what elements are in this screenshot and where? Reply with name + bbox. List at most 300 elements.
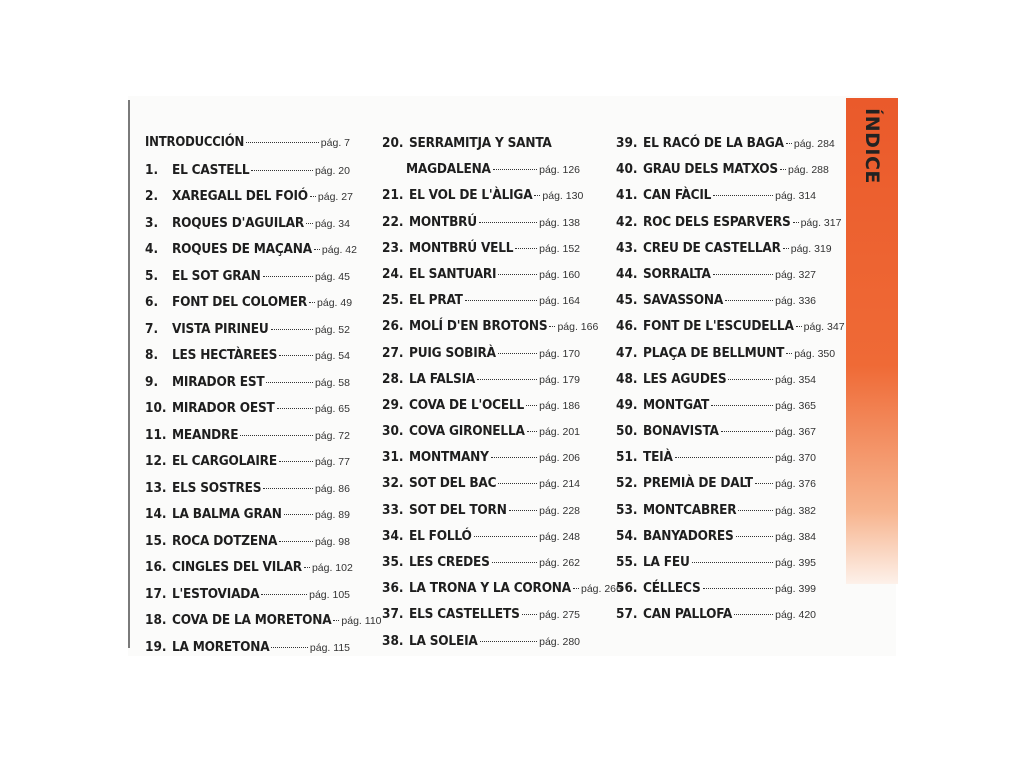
dot-leader (477, 379, 537, 380)
dot-leader (304, 567, 310, 568)
dot-leader (515, 248, 537, 249)
entry-name: MOLÍ D'EN BROTONS (409, 318, 548, 335)
index-entry-wrapped-continuation (382, 161, 580, 187)
dot-leader (526, 405, 537, 406)
entry-name: ELS CASTELLETS (409, 606, 520, 623)
index-entry (616, 606, 816, 632)
entry-page: pág. 102 (311, 562, 353, 574)
entry-number: 11. (145, 426, 167, 443)
dot-leader (498, 274, 537, 275)
entry-number: 39. (616, 135, 638, 151)
dot-leader (279, 541, 313, 542)
index-entry (145, 347, 350, 374)
index-entry (145, 586, 350, 613)
entry-name: COVA DE LA MORETONA (172, 612, 332, 628)
entry-number: 54. (616, 527, 638, 544)
index-entry (616, 423, 816, 449)
index-entry (382, 292, 580, 318)
entry-number: 3. (145, 214, 159, 231)
entry-page: pág. 228 (539, 504, 580, 517)
dot-leader (755, 483, 773, 484)
entry-name: PREMIÀ DE DALT (643, 475, 753, 492)
index-entry (616, 187, 816, 213)
entry-number: 40. (616, 161, 638, 178)
entry-page: pág. 126 (539, 164, 580, 177)
entry-page: pág. 7 (320, 137, 350, 149)
entry-number: 19. (145, 638, 167, 655)
entry-number: 33. (382, 501, 404, 518)
index-entry (382, 187, 584, 213)
entry-name: FONT DEL COLOMER (172, 294, 308, 310)
entry-name: ROQUES DE MAÇANA (172, 241, 312, 257)
dot-leader (266, 382, 312, 383)
dot-leader (279, 355, 313, 356)
entry-name: SAVASSONA (643, 292, 724, 309)
dot-leader (479, 222, 537, 223)
index-entry (145, 612, 382, 639)
entry-page: pág. 105 (309, 588, 350, 601)
entry-name: EL SOT GRAN (172, 267, 261, 284)
entry-name: MEANDRE (172, 426, 239, 443)
entry-number: 26. (382, 318, 404, 335)
entry-page: pág. 384 (775, 530, 816, 543)
entry-name: LA FEU (643, 554, 690, 570)
entry-number: 42. (616, 213, 638, 230)
entry-page: pág. 166 (557, 321, 599, 334)
entry-page: pág. 350 (794, 347, 836, 360)
entry-page: pág. 72 (314, 429, 350, 442)
entry-number: 45. (616, 292, 638, 309)
entry-number: 15. (145, 532, 167, 549)
dot-leader (284, 514, 313, 515)
entry-number: 17. (145, 585, 167, 602)
dot-leader (263, 276, 313, 277)
index-entry (382, 371, 580, 397)
index-entry-wrapped (382, 135, 580, 161)
entry-name: MONTCABRER (643, 501, 737, 518)
index-entry (145, 188, 353, 215)
entry-page: pág. 138 (539, 216, 580, 229)
entry-page: pág. 399 (775, 583, 816, 596)
entry-number: 4. (145, 241, 159, 257)
entry-name: EL FOLLÓ (409, 527, 472, 544)
dot-leader (465, 300, 537, 301)
entry-name: CINGLES DEL VILAR (172, 559, 302, 575)
dot-leader (306, 223, 313, 224)
entry-name: TEIÀ (643, 449, 673, 466)
dot-leader (491, 457, 537, 458)
entry-number: 53. (616, 501, 638, 518)
index-entry (145, 215, 350, 242)
index-entry (616, 239, 832, 266)
entry-name-line-2: MAGDALENA (406, 161, 491, 178)
entry-name: LA SOLEIA (409, 632, 478, 649)
entry-page: pág. 170 (539, 347, 580, 360)
dot-leader (310, 196, 316, 197)
entry-number: 38. (382, 632, 404, 649)
dot-leader (738, 510, 773, 511)
entry-name: ROCA DOTZENA (172, 532, 278, 549)
entry-name: LA FALSIA (409, 370, 476, 387)
index-entry (145, 162, 350, 189)
dot-leader (734, 614, 773, 615)
entry-page: pág. 370 (775, 452, 816, 465)
dot-leader (780, 169, 786, 170)
entry-page: pág. 201 (539, 426, 580, 439)
dot-leader (786, 353, 792, 354)
entry-name: MONTMANY (409, 449, 489, 466)
dot-leader (261, 594, 307, 595)
dot-leader (534, 195, 540, 196)
entry-page: pág. 262 (539, 557, 580, 569)
dot-leader (692, 562, 774, 563)
dot-leader (549, 326, 555, 327)
entry-name: EL VOL DE L'ÀLIGA (409, 187, 533, 204)
entry-number: 57. (616, 606, 638, 623)
entry-page: pág. 52 (314, 323, 350, 336)
dot-leader (240, 435, 313, 436)
entry-page: pág. 89 (314, 509, 350, 521)
entry-page: pág. 275 (539, 609, 580, 622)
entry-page: pág. 280 (539, 635, 580, 648)
dot-leader (493, 169, 537, 170)
entry-page: pág. 115 (309, 641, 350, 654)
entry-page: pág. 20 (314, 164, 350, 177)
index-entry (382, 318, 599, 344)
entry-name: COVA GIRONELLA (409, 423, 525, 440)
dot-leader (263, 488, 313, 489)
entry-name: SOT DEL TORN (409, 501, 507, 518)
entry-number: 2. (145, 188, 159, 204)
entry-page: pág. 395 (775, 557, 816, 569)
dot-leader (721, 431, 773, 432)
index-entry (382, 502, 580, 528)
index-entry (382, 397, 580, 423)
dot-leader (498, 353, 537, 354)
index-entry (145, 533, 350, 560)
dot-leader (492, 562, 537, 563)
entry-page: pág. 367 (775, 426, 816, 439)
index-entry (382, 266, 580, 292)
index-entry (616, 213, 842, 240)
entry-number: 18. (145, 612, 167, 628)
entry-name: XAREGALL DEL FOIÓ (172, 188, 308, 204)
index-entry (382, 606, 580, 632)
entry-page: pág. 27 (317, 191, 353, 203)
entry-page: pág. 354 (775, 373, 816, 386)
entry-name: INTRODUCCIÓN (145, 135, 245, 150)
index-list-1 (145, 161, 382, 666)
entry-page: pág. 288 (787, 164, 829, 177)
entry-number: 8. (145, 347, 159, 363)
entry-page: pág. 248 (539, 530, 580, 543)
dot-leader (251, 170, 313, 171)
entry-page: pág. 382 (775, 504, 816, 517)
entry-number: 5. (145, 267, 159, 284)
dot-leader (509, 510, 537, 511)
index-entry (616, 580, 816, 606)
index-entry (145, 480, 350, 507)
entry-page: pág. 164 (539, 295, 580, 308)
index-column-1 (145, 135, 382, 665)
entry-number: 24. (382, 265, 404, 282)
dot-leader (309, 302, 315, 303)
entry-number: 47. (616, 344, 638, 361)
entry-page: pág. 327 (775, 268, 816, 281)
entry-number: 41. (616, 187, 638, 204)
entry-number: 52. (616, 475, 638, 492)
index-entry (382, 475, 580, 501)
index-entry (382, 449, 580, 475)
entry-name: MONTBRÚ (409, 213, 477, 230)
entry-number: 1. (145, 161, 159, 178)
dot-leader (796, 326, 802, 327)
dot-leader (314, 249, 320, 250)
index-entry (616, 318, 845, 344)
index-entry (145, 400, 350, 427)
entry-page: pág. 152 (539, 242, 580, 255)
index-entry (382, 214, 580, 240)
entry-number: 36. (382, 580, 404, 597)
entry-page: pág. 130 (542, 190, 584, 203)
entry-name: MONTBRÚ VELL (409, 239, 514, 256)
entry-page: pág. 314 (775, 190, 816, 203)
entry-number: 51. (616, 449, 638, 466)
entry-number: 7. (145, 320, 159, 337)
entry-page: pág. 347 (803, 321, 845, 334)
entry-number: 56. (616, 580, 638, 597)
entry-page: pág. 319 (790, 242, 832, 255)
entry-page: pág. 284 (793, 138, 835, 150)
index-entry (145, 294, 353, 321)
entry-page: pág. 110 (341, 615, 382, 627)
entry-name: LES HECTÀREES (172, 347, 278, 363)
entry-name: CÉLLECS (643, 580, 701, 597)
entry-page: pág. 160 (539, 268, 580, 281)
entry-name: EL CASTELL (172, 161, 250, 178)
entry-name: MIRADOR OEST (172, 400, 275, 416)
index-entry (616, 266, 816, 292)
index-list-3 (616, 135, 845, 633)
entry-page: pág. 186 (539, 399, 580, 412)
index-entry (145, 427, 350, 454)
entry-page: pág. 65 (314, 403, 350, 415)
dot-leader (527, 431, 537, 432)
entry-name: MIRADOR EST (172, 373, 265, 390)
dot-leader (474, 536, 538, 537)
index-entry (616, 135, 835, 161)
entry-number: 22. (382, 213, 404, 230)
entry-number: 31. (382, 449, 404, 466)
index-entry (145, 321, 350, 348)
dot-leader (246, 142, 319, 143)
entry-page: pág. 58 (314, 376, 350, 389)
entry-name: EL PRAT (409, 292, 463, 309)
entry-name: LES CREDES (409, 554, 490, 570)
section-tab-label-box (846, 106, 898, 186)
index-entry (616, 161, 829, 187)
section-tab-label: ÍNDICE (861, 108, 884, 184)
entry-page: pág. 77 (314, 456, 350, 468)
entry-number: 43. (616, 239, 638, 256)
entry-number: 23. (382, 239, 404, 256)
index-entry (616, 554, 816, 580)
entry-number: 55. (616, 554, 638, 570)
entry-number: 6. (145, 294, 159, 310)
entry-page: pág. 45 (314, 270, 350, 283)
entry-page: pág. 54 (314, 350, 350, 362)
index-entry (616, 292, 816, 318)
entry-name-line-1: SERRAMITJA Y SANTA (409, 135, 552, 151)
entry-number: 46. (616, 318, 638, 335)
entry-page: pág. 49 (317, 297, 353, 309)
entry-name: LA MORETONA (172, 638, 270, 655)
entry-name: EL RACÓ DE LA BAGA (643, 135, 784, 151)
index-entry (616, 449, 816, 475)
dot-leader (711, 405, 773, 406)
dot-leader (713, 195, 773, 196)
entry-number: 50. (616, 423, 638, 440)
page-spine-edge (128, 100, 130, 648)
entry-number: 10. (145, 400, 167, 416)
index-entry (382, 554, 580, 580)
dot-leader (713, 274, 773, 275)
entry-number: 9. (145, 373, 159, 390)
dot-leader (271, 647, 308, 648)
entry-page: pág. 420 (775, 609, 816, 622)
dot-leader (271, 329, 313, 330)
dot-leader (736, 536, 774, 537)
index-entry (382, 423, 580, 449)
index-column-2 (382, 135, 622, 659)
entry-page: pág. 266 (580, 583, 622, 596)
index-entry (145, 639, 350, 666)
entry-number: 14. (145, 506, 167, 522)
entry-number: 12. (145, 453, 167, 469)
entry-number: 49. (616, 396, 638, 413)
entry-name: LES AGUDES (643, 370, 727, 387)
dot-leader (279, 461, 313, 462)
entry-number: 16. (145, 559, 167, 575)
entry-number: 30. (382, 423, 404, 440)
entry-page: pág. 317 (800, 216, 842, 229)
dot-leader (783, 248, 789, 249)
entry-name: SOT DEL BAC (409, 475, 497, 492)
index-entry (616, 475, 816, 501)
entry-name: MONTGAT (643, 396, 710, 413)
entry-number: 20. (382, 135, 404, 151)
entry-name: PUIG SOBIRÀ (409, 344, 496, 361)
dot-leader (728, 379, 773, 380)
index-entry (145, 506, 350, 533)
index-entry-introduction (145, 135, 350, 162)
index-entry (616, 528, 816, 554)
index-entry (382, 240, 580, 266)
entry-page: pág. 376 (775, 478, 816, 491)
entry-name: VISTA PIRINEU (172, 320, 269, 337)
dot-leader (498, 483, 537, 484)
entry-number: 28. (382, 370, 404, 387)
index-entry (145, 453, 350, 480)
entry-name: LA BALMA GRAN (172, 506, 282, 522)
entry-name: CAN FÀCIL (643, 187, 712, 204)
dot-leader (675, 457, 773, 458)
entry-number: 21. (382, 187, 404, 204)
dot-leader (786, 143, 792, 144)
index-list-2 (382, 187, 622, 658)
entry-number: 44. (616, 265, 638, 282)
entry-page: pág. 179 (539, 373, 580, 386)
entry-name: ROQUES D'AGUILAR (172, 214, 304, 231)
entry-page: pág. 206 (539, 452, 580, 465)
entry-name: PLAÇA DE BELLMUNT (643, 344, 785, 361)
index-entry (145, 268, 350, 295)
entry-page: pág. 86 (314, 482, 350, 495)
entry-number: 34. (382, 527, 404, 544)
section-tab (846, 98, 898, 584)
entry-number: 37. (382, 606, 404, 623)
entry-name: ROC DELS ESPARVERS (643, 213, 791, 230)
entry-name: L'ESTOVIADA (172, 585, 260, 602)
entry-number: 13. (145, 479, 167, 496)
entry-name: COVA DE L'OCELL (409, 396, 525, 413)
dot-leader (277, 408, 313, 409)
entry-page: pág. 34 (314, 217, 350, 230)
index-column-3 (616, 135, 845, 633)
entry-name: BANYADORES (643, 527, 734, 544)
index-entry (616, 371, 816, 397)
index-entry (616, 502, 816, 528)
entry-page: pág. 98 (314, 535, 350, 548)
dot-leader (573, 588, 579, 589)
entry-name: EL CARGOLAIRE (172, 453, 277, 469)
dot-leader (333, 620, 339, 621)
entry-name: EL SANTUARI (409, 265, 497, 282)
entry-page: pág. 365 (775, 399, 816, 412)
dot-leader (522, 614, 537, 615)
entry-name: SORRALTA (643, 265, 711, 282)
dot-leader (480, 641, 538, 642)
index-entry (616, 397, 816, 423)
index-entry (382, 528, 580, 554)
entry-name: GRAU DELS MATXOS (643, 161, 778, 178)
entry-page: pág. 336 (775, 295, 816, 308)
entry-page: pág. 42 (321, 244, 357, 256)
index-entry (382, 580, 622, 606)
index-entry (382, 345, 580, 371)
entry-name: CAN PALLOFA (643, 606, 733, 623)
entry-number: 35. (382, 554, 404, 570)
dot-leader (725, 300, 773, 301)
index-entry (145, 241, 357, 268)
entry-number: 48. (616, 370, 638, 387)
entry-name: ELS SOSTRES (172, 479, 262, 496)
dot-leader (703, 588, 774, 589)
index-entry (616, 344, 836, 371)
index-entry (382, 633, 580, 659)
entry-number: 25. (382, 292, 404, 309)
dot-leader (793, 222, 799, 223)
entry-name: CREU DE CASTELLAR (643, 239, 781, 256)
entry-number: 29. (382, 396, 404, 413)
entry-page: pág. 214 (539, 478, 580, 491)
index-entry (145, 559, 353, 586)
entry-number: 27. (382, 344, 404, 361)
entry-name: LA TRONA Y LA CORONA (409, 580, 571, 597)
entry-number: 32. (382, 475, 404, 492)
entry-name: FONT DE L'ESCUDELLA (643, 318, 794, 335)
entry-name: BONAVISTA (643, 423, 719, 440)
